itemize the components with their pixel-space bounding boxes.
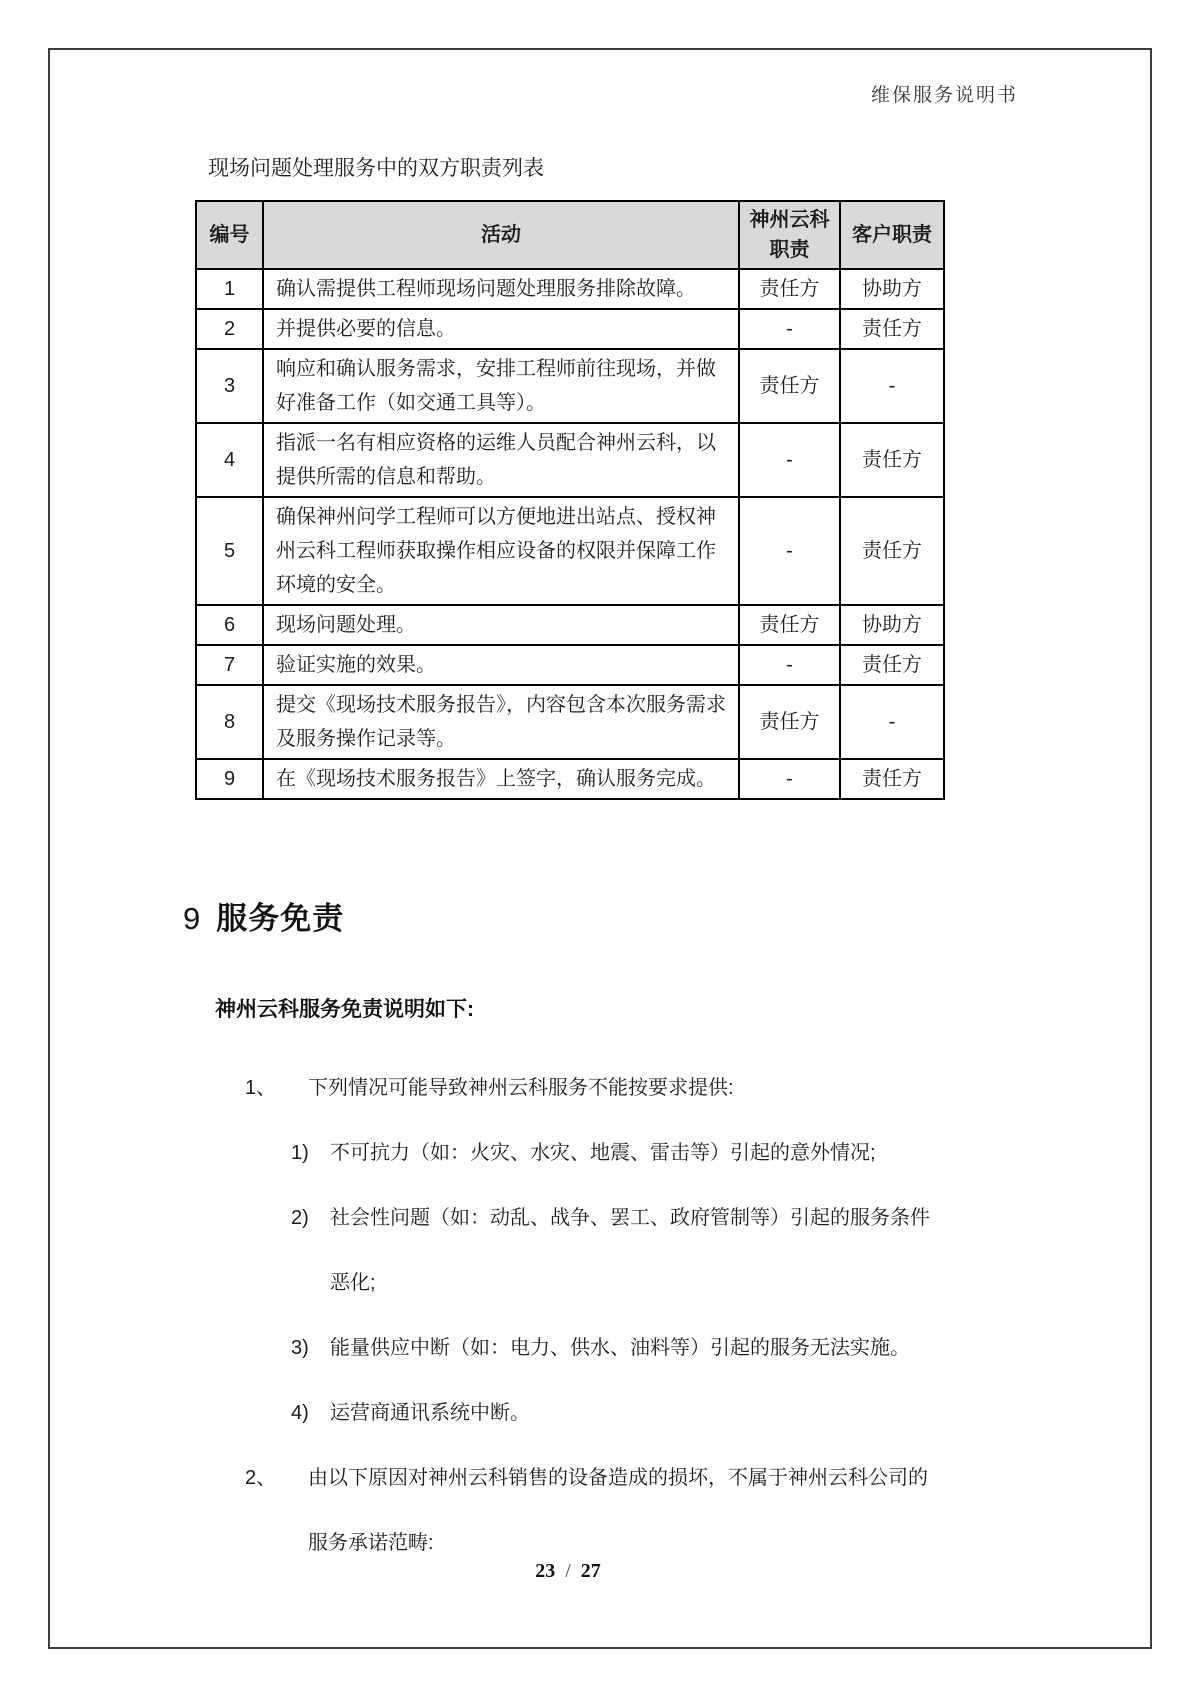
section-number: 9: [183, 901, 201, 936]
table-row: [196, 685, 944, 759]
cell-activity: 确保神州问学工程师可以方便地进出站点、授权神州云科工程师获取操作相应设备的权限并保障工作环境的安全。: [263, 497, 739, 605]
cell-customer: 协助方: [840, 605, 944, 645]
cell-customer: 责任方: [840, 497, 944, 605]
cell-vendor: 责任方: [739, 349, 840, 423]
cell-no: 3: [196, 349, 263, 423]
cell-customer: -: [840, 349, 944, 423]
table-row: [196, 349, 944, 423]
page-number-current: 23: [535, 1560, 556, 1582]
cell-activity: 响应和确认服务需求，安排工程师前往现场，并做好准备工作（如交通工具等）。: [263, 349, 739, 423]
cell-activity: 指派一名有相应资格的运维人员配合神州云科，以提供所需的信息和帮助。: [263, 423, 739, 497]
list-subitem-text: 运营商通讯系统中断。: [330, 1402, 530, 1424]
list-item: [245, 1056, 945, 1121]
list-subitem: [291, 1381, 945, 1446]
list-subitem: [291, 1316, 945, 1381]
cell-no: 8: [196, 685, 263, 759]
table-row: [196, 497, 944, 605]
table-row: [196, 423, 944, 497]
table-row: [196, 605, 944, 645]
responsibility-table: [195, 200, 945, 800]
list-subitem-marker: 4): [291, 1402, 309, 1424]
table-row: [196, 759, 944, 799]
cell-customer: -: [840, 685, 944, 759]
cell-vendor: 责任方: [739, 269, 840, 309]
cell-no: 4: [196, 423, 263, 497]
cell-no: 5: [196, 497, 263, 605]
section-heading: [183, 893, 344, 938]
cell-no: 9: [196, 759, 263, 799]
list-item-text: 下列情况可能导致神州云科服务不能按要求提供:: [308, 1077, 734, 1099]
list-subitem-marker: 2): [291, 1207, 309, 1229]
table-row: [196, 269, 944, 309]
cell-vendor: 责任方: [739, 685, 840, 759]
cell-customer: 责任方: [840, 423, 944, 497]
cell-customer: 责任方: [840, 759, 944, 799]
cell-vendor: -: [739, 309, 840, 349]
list-subitem: [291, 1121, 945, 1186]
table-header-row: [196, 201, 944, 269]
section-title: 服务免责: [216, 901, 345, 936]
cell-activity: 验证实施的效果。: [263, 645, 739, 685]
header-cell-activity: 活动: [263, 201, 739, 269]
cell-vendor: -: [739, 645, 840, 685]
header-cell-customer: 客户职责: [840, 201, 944, 269]
cell-no: 6: [196, 605, 263, 645]
running-header: 维保服务说明书: [870, 85, 1018, 106]
cell-vendor: 责任方: [739, 605, 840, 645]
table-row: [196, 645, 944, 685]
cell-vendor: -: [739, 423, 840, 497]
cell-activity: 提交《现场技术服务报告》，内容包含本次服务需求及服务操作记录等。: [263, 685, 739, 759]
disclaimer-list: [245, 1056, 945, 1576]
list-subitem-text: 不可抗力（如：火灾、水灾、地震、雷击等）引起的意外情况;: [330, 1142, 876, 1164]
cell-activity: 确认需提供工程师现场问题处理服务排除故障。: [263, 269, 739, 309]
cell-vendor: -: [739, 759, 840, 799]
cell-customer: 协助方: [840, 269, 944, 309]
header-cell-vendor: 神州云科职责: [739, 201, 840, 269]
page-number-total: 27: [580, 1560, 601, 1582]
cell-activity: 并提供必要的信息。: [263, 309, 739, 349]
cell-vendor: -: [739, 497, 840, 605]
list-subitem: [291, 1186, 945, 1316]
list-item-text: 由以下原因对神州云科销售的设备造成的损坏，不属于神州云科公司的服务承诺范畴:: [308, 1467, 928, 1554]
cell-activity: 现场问题处理。: [263, 605, 739, 645]
page-number-separator: /: [565, 1560, 571, 1582]
list-subitem-text: 能量供应中断（如：电力、供水、油料等）引起的服务无法实施。: [330, 1337, 910, 1359]
disclaimer-intro: 神州云科服务免责说明如下:: [215, 998, 474, 1021]
list-subitem-marker: 3): [291, 1337, 309, 1359]
table-row: [196, 309, 944, 349]
list-subitem-marker: 1): [291, 1142, 309, 1164]
cell-customer: 责任方: [840, 309, 944, 349]
cell-no: 2: [196, 309, 263, 349]
cell-activity: 在《现场技术服务报告》上签字，确认服务完成。: [263, 759, 739, 799]
list-subitem-text: 社会性问题（如：动乱、战争、罢工、政府管制等）引起的服务条件恶化;: [330, 1207, 930, 1294]
list-item-marker: 2、: [245, 1467, 277, 1489]
table-caption: 现场问题处理服务中的双方职责列表: [208, 157, 544, 180]
page-number: [535, 1560, 601, 1583]
cell-no: 1: [196, 269, 263, 309]
header-cell-no: 编号: [196, 201, 263, 269]
list-item: [245, 1446, 945, 1576]
cell-customer: 责任方: [840, 645, 944, 685]
list-item-marker: 1、: [245, 1077, 277, 1099]
cell-no: 7: [196, 645, 263, 685]
